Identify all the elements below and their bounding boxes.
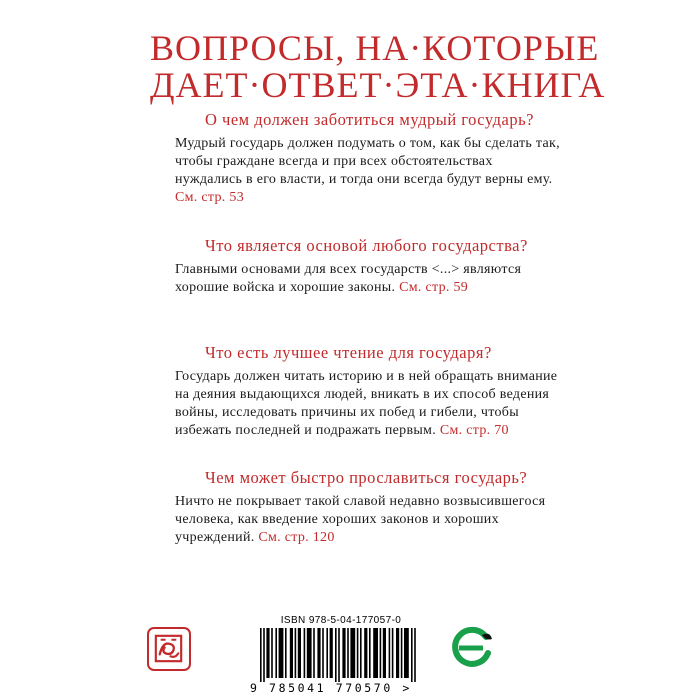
page-reference: См. стр. 120	[258, 530, 335, 545]
title-line-1: ВОПРОСЫ, НА·КОТОРЫЕ	[150, 28, 600, 68]
question-heading: О чем должен заботиться мудрый государь?	[205, 110, 534, 129]
question-heading: Что есть лучшее чтение для государя?	[205, 343, 492, 362]
question-heading: Что является основой любого государства?	[205, 236, 528, 255]
answer-text	[175, 261, 560, 297]
qa-block	[175, 110, 560, 207]
answer-body: Государь должен читать историю и в ней обращать внимание на деяния выдающихся людей, вникать в их способ ведения войны, исследовать причины их побед и гибели, чтобы избежать последней и подражать первым.	[175, 369, 558, 438]
eksmo-logo-icon	[450, 625, 494, 671]
qa-block	[175, 343, 560, 440]
answer-body: Главными основами для всех государств <...> являются хорошие войска и хорошие законы.	[175, 262, 522, 295]
page-reference: См. стр. 53	[175, 190, 245, 205]
isbn-label: ISBN 978-5-04-177057-0	[280, 615, 402, 626]
page-reference: См. стр. 59	[399, 280, 469, 295]
answer-body: Мудрый государь должен подумать о том, как бы сделать так, чтобы граждане всегда и при всех обстоятельствах нуждались в его власти, и тогда они всегда будут верны ему.	[175, 136, 560, 187]
question-heading: Чем может быстро прославиться государь?	[205, 468, 528, 487]
page-title	[150, 28, 606, 105]
qa-block	[175, 236, 560, 297]
page-reference: См. стр. 70	[439, 423, 509, 438]
answer-text	[175, 368, 560, 440]
barcode-bars	[256, 628, 426, 682]
qa-block	[175, 468, 560, 547]
title-line-2: ДАЕТ·ОТВЕТ·ЭТА·КНИГА	[150, 65, 606, 105]
answer-body: Ничто не покрывает такой славой недавно возвысившегося человека, как введение хороших законов и хороших учреждений.	[175, 494, 546, 545]
barcode	[250, 615, 432, 695]
barcode-digits: 9 785041 770570 >	[250, 681, 412, 695]
series-emblem-icon	[147, 627, 191, 671]
answer-text	[175, 493, 560, 547]
answer-text	[175, 135, 560, 207]
